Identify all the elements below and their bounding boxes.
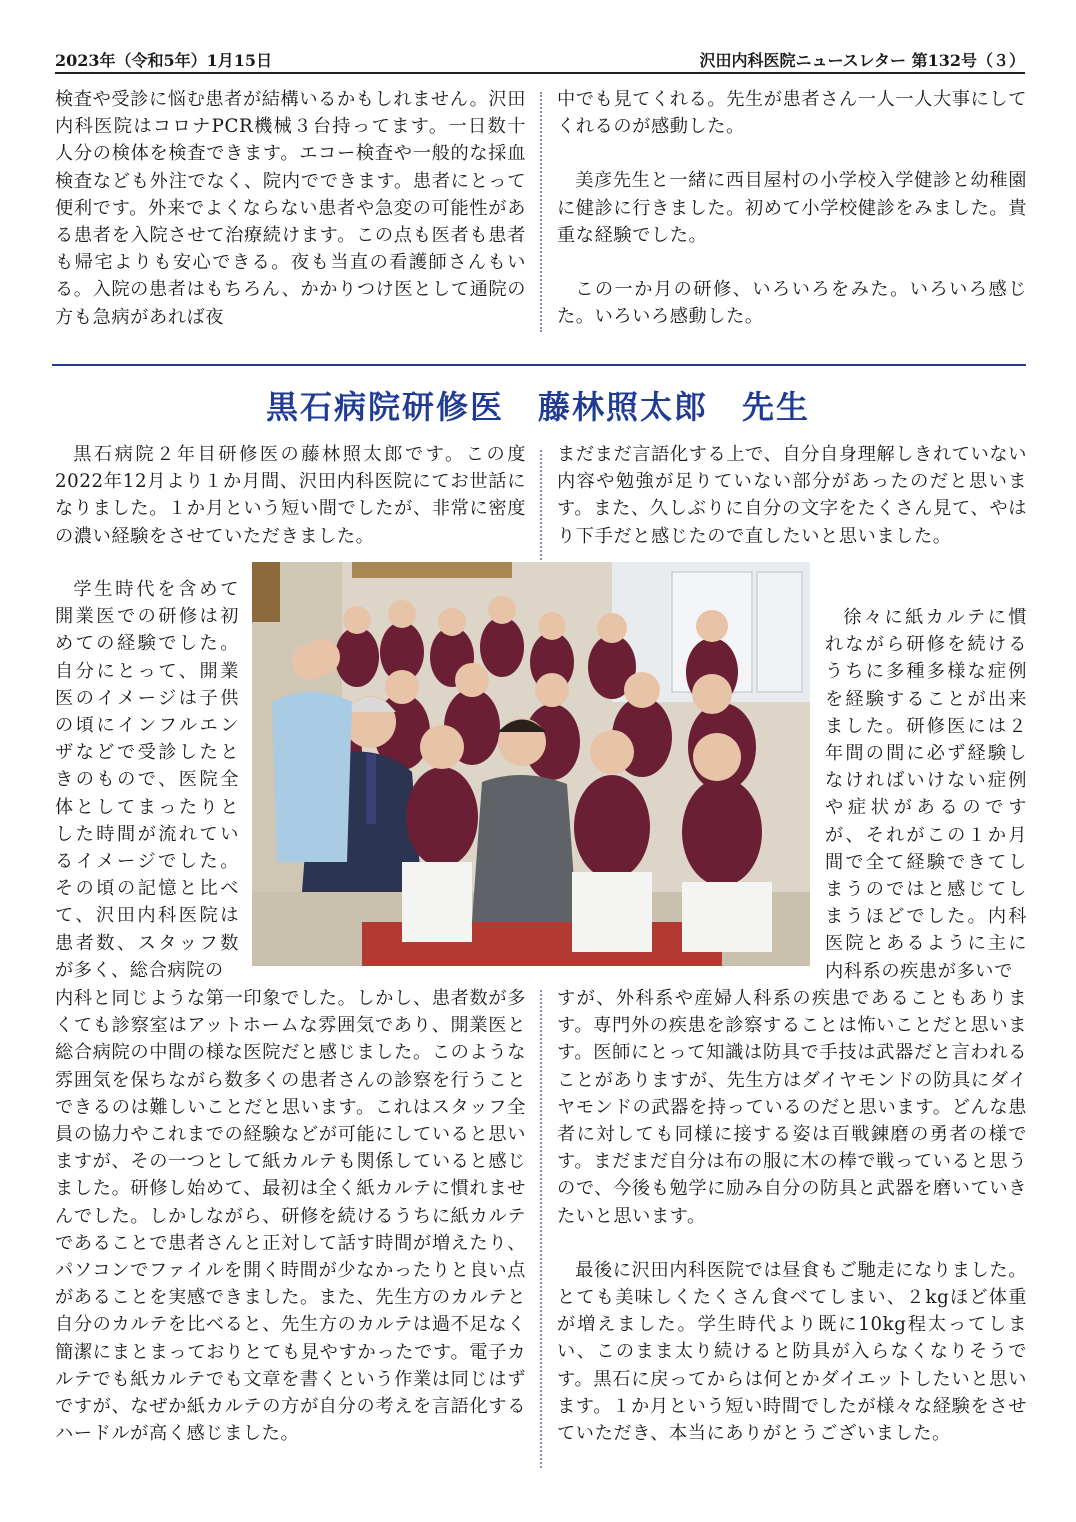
right-top-paragraph: まだまだ言語化する上で、自分自身理解しきれていない内容や勉強が足りていない部分があったのだと思います。また、久しぶりに自分の文字をたくさん見て、やはり下手だと感じたので直したいと思いました。 [557, 444, 1027, 547]
closing-paragraph: 最後に沢田内科医院では昼食もご馳走になりました。とても美味しくたくさん食べてしまい、２kgほど体重が増えました。学生時代より既に10kg程太ってしまい、このまま太り続けると防具が入らなくなりそうです。黒石に戻ってからは何とかダイエットしたいと思います。１か月という短い時間でしたが様々な経験をさせていただき、本当にありがとうございました。 [557, 1259, 1027, 1445]
article-left-wrap [55, 576, 239, 984]
left-wrap-paragraph: 学生時代を含めて開業医での研修は初めての経験でした。自分にとって、開業医のイメージは子供の頃にインフルエンザなどで受診したときのもので、医院全体としてまったりとした時間が流れているイメージでした。その頃の記憶と比べて、沢田内科医院は患者数、スタッフ数が多く、総合病院の [55, 579, 239, 981]
article-left-rest [55, 985, 526, 1447]
page-header [55, 48, 1025, 74]
staff-group-photo [252, 562, 810, 966]
article-right-rest [557, 985, 1027, 1447]
right-wrap-paragraph: 徐々に紙カルテに慣れながら研修を続けるうちに多種多様な症例を経験することが出来ました。研修医には２年間の間に必ず経験しなければいけない症例や症状があるのですが、それがこの１か月間で全て経験できてしまうのではと感じてしまうほどでした。内科医院とあるように主に内科系の疾患が多いで [825, 607, 1027, 982]
top-left-column [55, 86, 526, 331]
intro-paragraph: 黒石病院２年目研修医の藤林照太郎です。この度2022年12月より１か月間、沢田内科医院にてお世話になりました。１か月という短い間でしたが、非常に密度の濃い経験をさせていただきました。 [55, 444, 526, 547]
article-column-divider-top [540, 450, 542, 560]
top-right-column [557, 86, 1027, 330]
top-right-para-2: 美彦先生と一緒に西目屋村の小学校入学健診と幼稚園に健診に行きました。初めて小学校健診をみました。貴重な経験でした。 [557, 170, 1027, 246]
top-column-divider [540, 92, 542, 332]
article-column-divider-bottom [540, 990, 542, 1468]
section-divider [52, 364, 1026, 366]
article-left-intro [55, 441, 526, 550]
group-photo-illustration [252, 562, 810, 966]
article-right-wrap [825, 604, 1027, 985]
top-right-para-1: 中でも見てくれる。先生が患者さん一人一人大事にしてくれるのが感動した。 [557, 89, 1027, 138]
article-title: 黒石病院研修医 藤林照太郎 先生 [265, 388, 810, 426]
left-rest-paragraph: 内科と同じような第一印象でした。しかし、患者数が多くても診察室はアットホームな雰囲気であり、開業医と総合病院の中間の様な医院だと感じました。このような雰囲気を保ちながら数多くの患者さんの診察を行うことできるのは難しいことだと思います。これはスタッフ全員の協力やこれまでの経験などが可能にしていると思いますが、その一つとして紙カルテも関係していると感じました。研修し始めて、最初は全く紙カルテに慣れませんでした。しかしながら、研修を続けるうちに紙カルテであることで患者さんと正対して話す時間が増えたり、パソコンでファイルを開く時間が少なかったりと良い点があることを実感できました。また、先生方のカルテと自分のカルテを比べると、先生方のカルテは過不足なく簡潔にまとまっておりとても見やすかったです。電子カルテでも紙カルテでも文章を書くという作業は同じはずですが、なぜか紙カルテの方が自分の考えを言語化するハードルが高く感じました。 [55, 988, 526, 1445]
newsletter-title: 沢田内科医院ニュースレター 第132号（３） [699, 51, 1025, 70]
article-right-top [557, 441, 1027, 550]
issue-date: 2023年（令和5年）1月15日 [55, 51, 273, 70]
top-left-text: 検査や受診に悩む患者が結構いるかもしれません。沢田内科医院はコロナPCR機械３台持ってます。一日数十人分の検体を検査できます。エコー検査や一般的な採血検査なども外注でなく、院内でできます。患者にとって便利です。外来でよくならない患者や急変の可能性がある患者を入院させて治療続けます。この点も医者も患者も帰宅よりも安心できる。夜も当直の看護師さんもいる。入院の患者はもちろん、かかりつけ医として通院の方も急病があれば夜 [55, 89, 526, 328]
right-rest-paragraph: すが、外科系や産婦人科系の疾患であることもあります。専門外の疾患を診察することは怖いことだと思います。医師にとって知識は防具で手技は武器だと言われることがありますが、先生方はダイヤモンドの防具にダイヤモンドの武器を持っているのだと思います。どんな患者に対しても同様に接する姿は百戦錬磨の勇者の様です。まだまだ自分は布の服に木の棒で戦っていると思うので、今後も勉学に励み自分の防具と武器を磨いていきたいと思います。 [557, 988, 1027, 1227]
top-right-para-3: この一か月の研修、いろいろをみた。いろいろ感じた。いろいろ感動した。 [557, 279, 1027, 328]
